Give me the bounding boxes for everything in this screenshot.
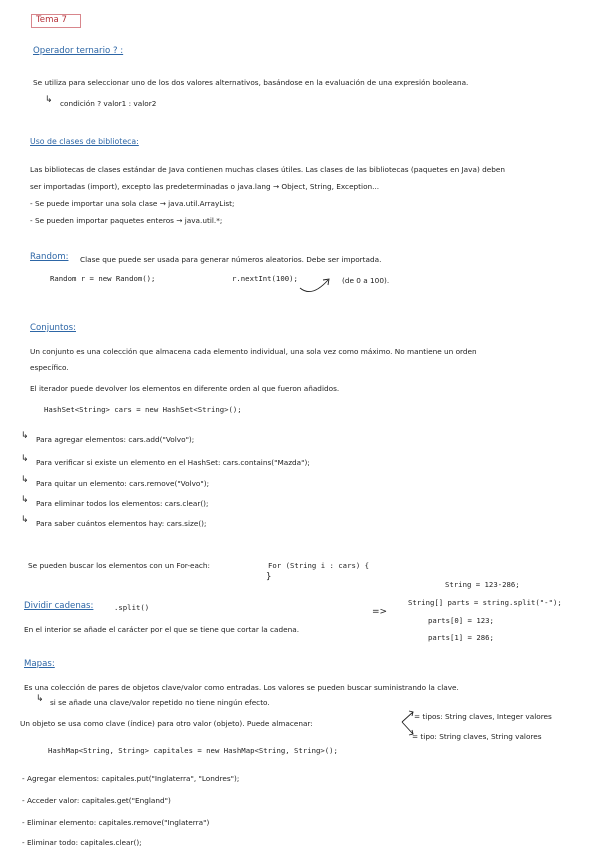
sets-line-3: El iterador puede devolver los elementos en diferente orden al que fueron añadidos. <box>30 384 340 393</box>
maps-op-put: - Agregar elementos: capitales.put("Inglaterra", "Londres"); <box>22 774 240 783</box>
sets-declaration: HashSet<String> cars = new HashSet<String>(); <box>44 405 242 414</box>
random-code-nextint: r.nextInt(100); <box>232 274 298 283</box>
random-note: (de 0 a 100). <box>342 276 390 285</box>
sets-op-remove: Para quitar un elemento: cars.remove("Volvo"); <box>36 479 210 488</box>
ternary-title: Operador ternario ? : <box>33 46 124 56</box>
maps-line-1: Es una colección de pares de objetos clave/valor como entradas. Los valores se pueden buscar suministrando la clave. <box>24 683 459 692</box>
library-item-1: - Se puede importar una sola clase → java.util.ArrayList; <box>30 199 235 208</box>
sets-title: Conjuntos: <box>30 323 76 333</box>
maps-store-2: = tipo: String claves, String valores <box>412 732 542 741</box>
split-code-line-2: String[] parts = string.split("-"); <box>408 598 562 607</box>
maps-declaration: HashMap<String, String> capitales = new HashMap<String, String>(); <box>48 746 338 755</box>
arrow-icon: ↳ <box>21 515 29 525</box>
maps-store-1: = tipos: String claves, Integer valores <box>414 712 552 721</box>
split-method: .split() <box>114 603 150 612</box>
maps-line-2: si se añade una clave/valor repetido no tiene ningún efecto. <box>50 698 270 707</box>
sets-foreach-close: } <box>266 572 272 582</box>
library-line-1: Las bibliotecas de clases estándar de Java contienen muchas clases útiles. Las clases de las bibliotecas (paquetes en Java) deben <box>30 165 505 174</box>
sets-foreach-code: For (String i : cars) { <box>268 561 370 570</box>
split-code-line-1: String = 123-286; <box>445 580 520 589</box>
maps-title: Mapas: <box>24 659 55 669</box>
arrow-icon: ↳ <box>45 95 53 105</box>
arrow-icon: ↳ <box>36 694 44 704</box>
random-title: Random: <box>30 252 69 262</box>
maps-op-get: - Acceder valor: capitales.get("England") <box>22 796 171 805</box>
arrow-icon: ↳ <box>21 495 29 505</box>
ternary-syntax: condición ? valor1 : valor2 <box>60 99 157 108</box>
library-item-2: - Se pueden importar paquetes enteros → java.util.*; <box>30 216 223 225</box>
sets-op-size: Para saber cuántos elementos hay: cars.size(); <box>36 519 207 528</box>
random-code-new: Random r = new Random(); <box>50 274 156 283</box>
sets-op-clear: Para eliminar todos los elementos: cars.clear(); <box>36 499 209 508</box>
split-code-line-4: parts[1] = 286; <box>428 633 494 642</box>
curved-arrow-icon <box>298 272 338 294</box>
topic-title: Tema 7 <box>36 15 67 25</box>
sets-foreach-text: Se pueden buscar los elementos con un For-each: <box>28 561 211 570</box>
split-arrow: => <box>372 607 388 617</box>
sets-op-contains: Para verificar si existe un elemento en el HashSet: cars.contains("Mazda"); <box>36 458 310 467</box>
split-desc: En el interior se añade el carácter por el que se tiene que cortar la cadena. <box>24 625 300 634</box>
split-title: Dividir cadenas: <box>24 601 94 611</box>
arrow-icon: ↳ <box>21 454 29 464</box>
sets-line-2: específico. <box>30 363 69 372</box>
ternary-desc: Se utiliza para seleccionar uno de los dos valores alternativos, basándose en la evaluación de una expresión booleana. <box>33 78 469 87</box>
sets-op-add: Para agregar elementos: cars.add("Volvo"); <box>36 435 195 444</box>
arrow-icon: ↳ <box>21 431 29 441</box>
maps-op-clear: - Eliminar todo: capitales.clear(); <box>22 838 142 847</box>
split-code-line-3: parts[0] = 123; <box>428 616 494 625</box>
library-title: Uso de clases de biblioteca: <box>30 137 139 146</box>
maps-line-3: Un objeto se usa como clave (índice) para otro valor (objeto). Puede almacenar: <box>20 719 313 728</box>
library-line-2: ser importadas (import), excepto las predeterminadas o java.lang → Object, String, Exception... <box>30 182 380 191</box>
sets-line-1: Un conjunto es una colección que almacena cada elemento individual, una sola vez como máximo. No mantiene un orden <box>30 347 477 356</box>
arrow-icon: ↳ <box>21 475 29 485</box>
maps-op-remove: - Eliminar elemento: capitales.remove("Inglaterra") <box>22 818 210 827</box>
random-desc: Clase que puede ser usada para generar números aleatorios. Debe ser importada. <box>80 255 382 264</box>
